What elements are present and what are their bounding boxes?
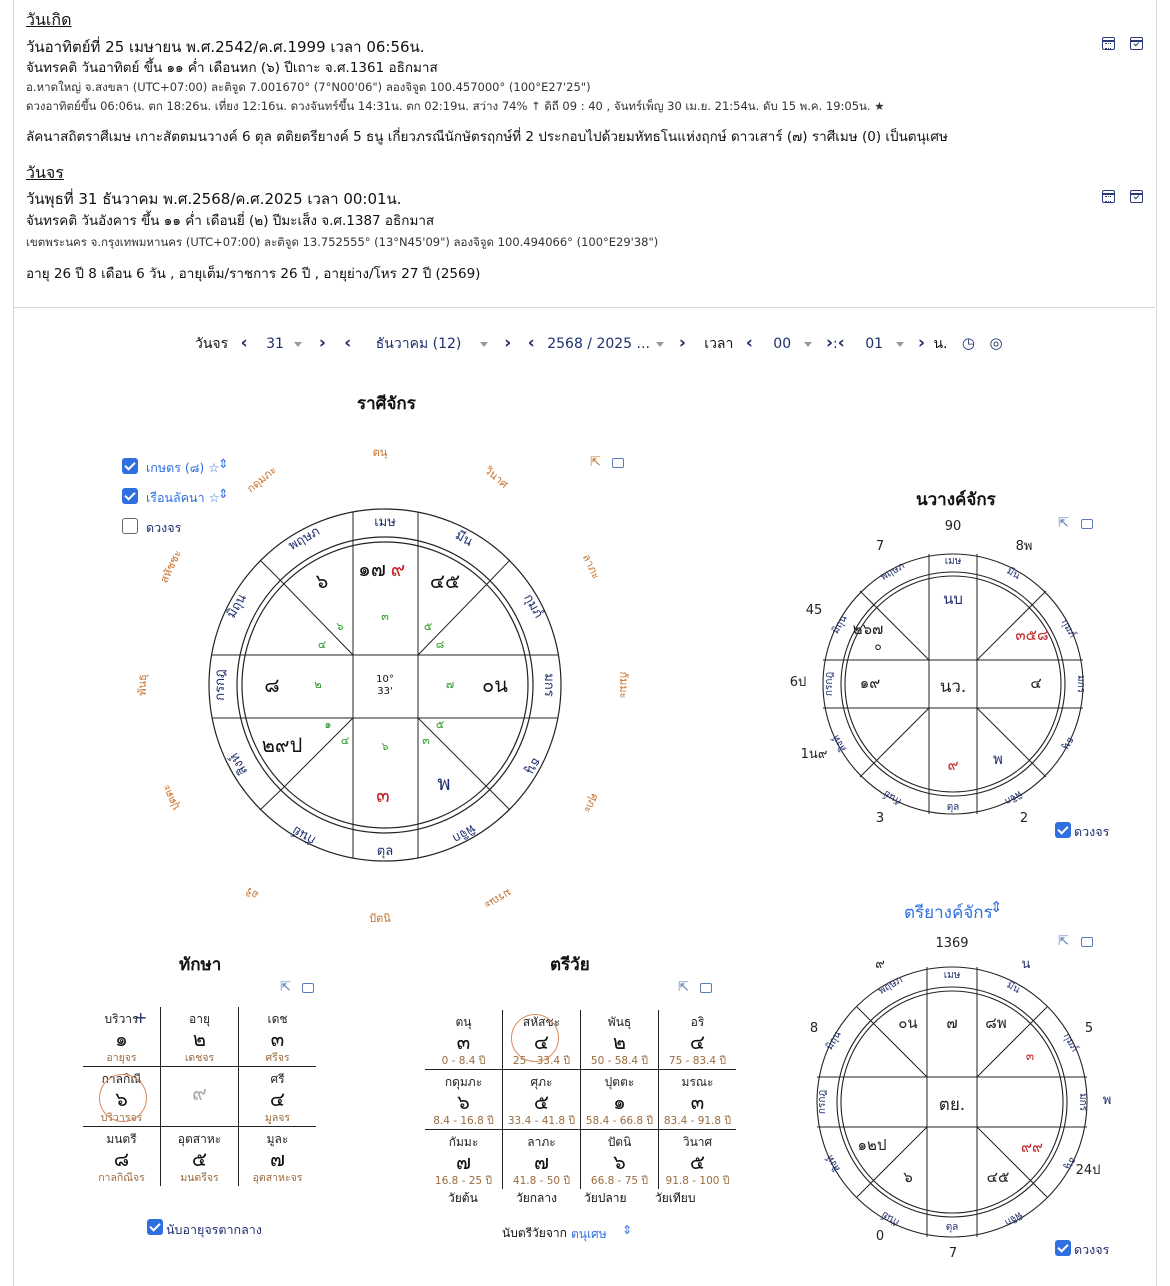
sort-icon[interactable]: ⇕ <box>622 1223 633 1237</box>
planet: ๙๙ <box>1021 1138 1043 1156</box>
cell-name: อริ <box>690 1015 705 1029</box>
chevron-right-icon[interactable]: › <box>678 333 686 353</box>
house-label: ตนุ <box>372 446 388 459</box>
outer-number: พ <box>1102 1093 1112 1108</box>
chevron-left-icon[interactable]: ‹ <box>240 333 248 353</box>
cell-name: กัมมะ <box>448 1135 479 1149</box>
navang-wheel <box>786 512 1106 832</box>
sign-label: พิจิก <box>1002 1208 1025 1228</box>
cell-value: ๓ <box>270 1027 285 1051</box>
sort-icon[interactable]: ⇕ <box>990 898 1003 916</box>
planet: ๑๒ป <box>857 1136 887 1154</box>
planet: ๐น <box>898 1014 918 1032</box>
grid-cell <box>425 1010 503 1070</box>
kaset-label[interactable]: เกษตร (๘) ☆ <box>146 460 220 475</box>
cell-value: ๖ <box>613 1150 626 1174</box>
grid-cell <box>503 1070 581 1130</box>
house-label: มรณะ <box>481 886 514 912</box>
grid-cell <box>581 1010 659 1070</box>
nav-bar <box>195 333 1003 355</box>
rasi-title: ราศีจักร <box>357 394 416 414</box>
cell-value: ๔ <box>269 1087 286 1111</box>
sign-label: ธนู <box>1060 734 1077 752</box>
sign-label: กรกฎ <box>817 1089 828 1115</box>
target-icon[interactable]: ◎ <box>989 334 1003 352</box>
triwai-grid <box>425 1010 736 1189</box>
planet: พ <box>437 771 451 795</box>
planet: ๖ <box>315 569 329 593</box>
outer-number: 6ป <box>789 675 807 690</box>
external-link-icon[interactable]: ⇱ <box>678 980 689 995</box>
cell-value: ๖ <box>457 1090 470 1114</box>
external-link-icon[interactable]: ⇱ <box>1058 934 1069 949</box>
navang-transit-checkbox[interactable] <box>1055 822 1071 838</box>
grid-cell <box>83 1127 161 1187</box>
planet: ๘พ <box>985 1014 1007 1032</box>
cell-value: ๘ <box>113 1147 130 1171</box>
triyang-transit-label[interactable]: ดวงจร <box>1074 1242 1110 1257</box>
chevron-left-icon[interactable]: ‹ <box>344 333 352 353</box>
cell-value: ๗ <box>269 1147 286 1171</box>
grid-cell <box>581 1130 659 1190</box>
highlight-circle <box>99 1074 147 1122</box>
navang-title: นวางค์จักร <box>916 490 996 510</box>
sign-label: กุมภ์ <box>1058 617 1078 640</box>
cell-name: ศรี <box>270 1072 285 1086</box>
planet: พ <box>993 750 1003 768</box>
sign-label: มีน <box>1004 565 1022 582</box>
cell-name: มูละ <box>266 1132 289 1146</box>
planet: ๘ <box>264 673 280 697</box>
sign-label: มกร <box>1077 1092 1088 1112</box>
outer-number: 8พ <box>1015 539 1033 554</box>
house-label: ปัตนิ <box>369 912 391 925</box>
time-colon: : <box>833 336 838 352</box>
grid-cell <box>659 1010 737 1070</box>
sign-label: ตุล <box>945 1222 959 1233</box>
planet: ๓ <box>1025 1049 1035 1063</box>
grid-cell <box>161 1067 239 1127</box>
small-number: ๕ <box>435 718 445 731</box>
camera-icon[interactable] <box>302 983 314 993</box>
day-label: วันจร <box>195 336 229 352</box>
outer-number: 3 <box>875 811 885 826</box>
plus-icon: + <box>134 1008 148 1027</box>
planet: ๙ <box>390 557 406 581</box>
navang-transit-label[interactable]: ดวงจร <box>1074 824 1110 839</box>
outer-number: 90 <box>944 519 962 534</box>
highlight-circle <box>511 1014 559 1062</box>
sign-label: กันย์ <box>879 1208 902 1228</box>
sign-label: กุมภ์ <box>520 591 546 621</box>
planet: ๔๕ <box>429 569 461 593</box>
outer-number: 24ป <box>1075 1163 1101 1178</box>
caret-down-icon[interactable] <box>294 342 302 347</box>
transit-heading: วันจร <box>26 163 64 182</box>
calendar-check-icon[interactable] <box>1130 37 1143 50</box>
grid-cell <box>239 1067 317 1127</box>
grid-cell <box>161 1127 239 1187</box>
cell-name: ตนุ <box>455 1015 472 1029</box>
cell-name: มรณะ <box>681 1075 714 1089</box>
age-label: วัยกลาง <box>516 1191 557 1205</box>
sign-label: กุมภ์ <box>1060 1031 1080 1054</box>
grid-cell <box>161 1007 239 1067</box>
grid-cell <box>425 1130 503 1190</box>
grid-cell <box>239 1007 317 1067</box>
cell-value: ๕ <box>191 1147 208 1171</box>
calendar-check-icon[interactable] <box>1130 190 1143 203</box>
sign-label: สิงห์ <box>824 1152 843 1174</box>
cell-value: ๔ <box>689 1030 706 1054</box>
outer-number: 7 <box>948 1246 958 1261</box>
sort-icon[interactable]: ⇕ <box>218 486 229 501</box>
small-number: ๖ <box>381 740 389 753</box>
hour-select[interactable]: 00 <box>773 336 792 352</box>
small-number: ๑ <box>324 718 332 731</box>
birth-date: วันอาทิตย์ที่ 25 เมษายน พ.ศ.2542/ค.ศ.1999 เวลา 06:56น. <box>26 38 425 56</box>
small-number: ๗ <box>445 678 455 691</box>
outer-number: 5 <box>1084 1021 1094 1036</box>
cell-sub: 0 - 8.4 ปี <box>441 1055 486 1067</box>
cell-sub: อุตสาหะจร <box>252 1172 303 1184</box>
time-label: เวลา <box>704 336 734 352</box>
taksa-title: ทักษา <box>179 955 222 975</box>
birth-location: อ.หาดใหญ่ จ.สงขลา (UTC+07:00) ละติจูด 7.001670° (7°N00'06") ลองจิจูด 100.457000° (100°E27'25") <box>26 80 591 94</box>
age-label: วัยต้น <box>448 1191 478 1205</box>
cell-name: กดุมภะ <box>444 1075 483 1089</box>
count-label: นับตรีวัยจาก <box>502 1226 567 1240</box>
sign-label: กรกฎ <box>824 671 835 697</box>
sign-label: กันย์ <box>881 787 904 807</box>
cell-value: ๕ <box>533 1090 550 1114</box>
sign-label: สิงห์ <box>830 732 849 754</box>
cell-value: ๕ <box>689 1150 706 1174</box>
small-number: ๘ <box>435 638 445 651</box>
sign-label: สิงห์ <box>226 750 252 778</box>
cell-sub: 91.8 - 100 ปี <box>665 1175 730 1187</box>
house-label: กัมมะ <box>617 671 630 699</box>
cell-sub: เดชจร <box>184 1052 215 1064</box>
outer-number: 45 <box>805 603 823 618</box>
outer-number: 1น๙ <box>800 747 828 762</box>
cell-name: ลาภะ <box>527 1135 556 1149</box>
outer-number: 2 <box>1019 811 1029 826</box>
cell-sub: 50 - 58.4 ปี <box>590 1055 649 1067</box>
sign-label: มีน <box>1004 979 1022 996</box>
cell-name: อายุ <box>189 1012 210 1026</box>
center-label: นว. <box>939 677 967 697</box>
triwai-title: ตรีวัย <box>550 955 590 975</box>
center-degree: 10° <box>376 674 394 685</box>
cell-sub: 8.4 - 16.8 ปี <box>433 1115 494 1127</box>
transit-date: วันพุธที่ 31 ธันวาคม พ.ศ.2568/ค.ศ.2025 เวลา 00:01น. <box>26 190 402 208</box>
caret-down-icon[interactable] <box>480 342 488 347</box>
grid-cell <box>659 1070 737 1130</box>
chevron-right-icon[interactable]: › <box>318 333 326 353</box>
house-label: วินาศ <box>481 463 511 491</box>
ruen-lagna-label[interactable]: เรือนลัคนา ☆ <box>146 490 220 505</box>
planet: ๐ <box>874 639 882 653</box>
cell-value: ๗ <box>533 1150 550 1174</box>
clock-icon[interactable]: ◷ <box>961 334 976 352</box>
age-label: วัยปลาย <box>584 1191 627 1205</box>
small-number: ๕ <box>423 620 433 633</box>
cell-value: ๓ <box>456 1030 471 1054</box>
sort-icon[interactable]: ⇕ <box>218 456 229 471</box>
planet: ๐น <box>482 673 508 697</box>
outer-number: 7 <box>875 539 885 554</box>
sign-label: มิถุน <box>830 613 850 636</box>
planet: ๔๕ <box>986 1168 1010 1186</box>
house-label: กดุมภะ <box>244 463 280 496</box>
cell-name: ปุตตะ <box>604 1075 635 1089</box>
house-label: พันธุ <box>136 674 149 696</box>
caret-down-icon[interactable] <box>656 342 664 347</box>
sign-label: มกร <box>1075 674 1086 694</box>
center-label: ตย. <box>938 1095 966 1115</box>
chevron-right-icon[interactable]: › <box>826 333 834 353</box>
planet: ๒๖๗ <box>852 620 884 638</box>
transit-lunar: จันทรคติ วันอังคาร ขึ้น ๑๑ ค่ำ เดือนยี่ (๒) ปีมะเส็ง จ.ศ.1387 อธิกมาส <box>26 213 435 229</box>
outer-number: 1369 <box>935 936 969 951</box>
minute-unit: น. <box>933 336 948 352</box>
taksa-toggle-checkbox[interactable] <box>147 1219 163 1235</box>
rasi-house-ring <box>130 440 640 930</box>
birth-lagna: ลัคนาสถิตราศีเมษ เกาะสัตตมนวางค์ 6 ตุล ตติยตรียางค์ 5 ธนู เกี่ยวภรณีนักษัตรฤกษ์ที่ 2 ประกอบไปด้วยมหัทธโนแห่งฤกษ์ ดาวเสาร์ (๗) ราศีเมษ (0) เป็นตนุเศษ <box>26 129 948 145</box>
sign-label: ธนู <box>1062 1154 1079 1172</box>
sign-label: เมษ <box>374 515 396 530</box>
cell-value: ๔ <box>533 1030 550 1054</box>
minute-select[interactable]: 01 <box>865 336 884 352</box>
cell-value: ๙ <box>192 1081 207 1105</box>
cell-value: ๑ <box>115 1027 128 1051</box>
cell-name: ปัตนิ <box>607 1135 632 1149</box>
house-label: ปุตตะ <box>159 782 183 813</box>
chevron-right-icon[interactable]: › <box>917 333 925 353</box>
cell-sub: 75 - 83.4 ปี <box>668 1055 727 1067</box>
planet: ๑๗ <box>358 557 386 581</box>
sign-label: มีน <box>452 528 476 550</box>
caret-down-icon[interactable] <box>804 342 812 347</box>
small-number: ๔ <box>340 734 350 747</box>
taksa-toggle-label[interactable]: นับอายุจรตากลาง <box>166 1222 262 1237</box>
house-label: สหัชชะ <box>157 547 185 586</box>
sign-label: กรกฎ <box>213 669 228 701</box>
cell-sub: 33.4 - 41.8 ปี <box>507 1115 576 1127</box>
cell-sub: ศรีจร <box>265 1052 290 1064</box>
grid-cell <box>659 1130 737 1190</box>
external-link-icon[interactable]: ⇱ <box>280 980 291 995</box>
external-link-icon[interactable]: ⇱ <box>1058 516 1069 531</box>
small-number: ๖ <box>336 620 344 633</box>
chevron-left-icon[interactable]: ‹ <box>745 333 753 353</box>
cell-name: สหัสชะ <box>522 1015 561 1029</box>
cell-sub: บริวารจร <box>100 1112 143 1124</box>
cell-value: ๑ <box>613 1090 626 1114</box>
cell-sub: อายุจร <box>106 1052 137 1064</box>
house-label: ลาภะ <box>579 551 603 582</box>
sign-label: พิจิก <box>1002 787 1025 807</box>
birth-heading: วันเกิด <box>26 10 72 29</box>
transit-age: อายุ 26 ปี 8 เดือน 6 วัน , อายุเต็ม/ราชการ 26 ปี , อายุย่าง/โหร 27 ปี (2569) <box>26 266 481 282</box>
grid-cell <box>83 1007 161 1067</box>
triyang-transit-checkbox[interactable] <box>1055 1240 1071 1256</box>
cell-name: วินาศ <box>682 1135 713 1149</box>
transit-location: เขตพระนคร จ.กรุงเทพมหานคร (UTC+07:00) ละติจูด 13.752555° (13°N45'09") ลองจิจูด 100.494066° (100°E29'38") <box>26 235 659 249</box>
cell-name: พันธุ <box>607 1015 632 1029</box>
day-select[interactable]: 31 <box>266 336 284 352</box>
cell-value: ๖ <box>115 1087 128 1111</box>
small-number: ๒ <box>314 678 322 691</box>
planet: นบ <box>943 590 963 608</box>
sign-label: กันย์ <box>289 822 319 848</box>
planet: ๖ <box>903 1168 913 1186</box>
cell-value: ๗ <box>455 1150 472 1174</box>
cell-name: เดช <box>267 1012 288 1026</box>
sign-label: พฤษภ <box>285 524 323 554</box>
cell-value: ๒ <box>192 1027 207 1051</box>
center-minute: 33' <box>377 686 393 697</box>
year-select[interactable]: 2568 / 2025 ... <box>547 336 650 352</box>
planet: ๓ <box>376 783 390 807</box>
cell-sub: 58.4 - 66.8 ปี <box>585 1115 654 1127</box>
sign-label: พฤษภ <box>878 560 907 584</box>
cell-value: ๒ <box>612 1030 627 1054</box>
cell-name: บริวาร <box>104 1012 139 1026</box>
planet: ๗ <box>946 1014 958 1032</box>
planet: ๑๙ <box>859 674 881 692</box>
age-label: วัยเทียบ <box>655 1191 696 1205</box>
house-label: ศุภะ <box>581 791 602 816</box>
cell-sub: กาลกิณีจร <box>98 1172 145 1184</box>
cell-sub: 83.4 - 91.8 ปี <box>663 1115 732 1127</box>
triyang-wheel <box>800 932 1130 1262</box>
cell-sub: มูลจร <box>264 1112 291 1124</box>
calendar-icon[interactable] <box>1102 37 1115 50</box>
house-label: อริ <box>243 884 261 902</box>
cell-sub: 66.8 - 75 ปี <box>590 1175 649 1187</box>
sign-label: มกร <box>541 673 556 697</box>
sign-label: มิถุน <box>224 591 250 621</box>
chevron-left-icon[interactable]: ‹ <box>527 333 535 353</box>
sign-label: เมษ <box>943 970 961 981</box>
planet: ๒๙ป <box>261 733 303 757</box>
cell-name: อุตสาหะ <box>177 1132 222 1146</box>
sign-label: เมษ <box>944 556 962 567</box>
sign-label: พฤษภ <box>876 974 905 998</box>
chevron-right-icon[interactable]: › <box>504 333 512 353</box>
transit-label[interactable]: ดวงจร <box>146 520 182 535</box>
count-select[interactable]: ตนุเศษ <box>571 1227 607 1241</box>
chevron-left-icon[interactable]: ‹ <box>837 333 845 353</box>
small-number: ๓ <box>381 610 389 623</box>
cell-name: ศุภะ <box>530 1075 553 1089</box>
cell-value: ๓ <box>690 1090 705 1114</box>
sign-label: ตุล <box>376 844 394 859</box>
sign-label: พิจิก <box>449 820 478 846</box>
small-number: ๔ <box>317 638 327 651</box>
birth-lunar: จันทรคติ วันอาทิตย์ ขึ้น ๑๑ ค่ำ เดือนหก (๖) ปีเถาะ จ.ศ.1361 อธิกมาส <box>26 60 438 76</box>
section-divider <box>13 307 1155 308</box>
small-number: ๓ <box>422 734 430 747</box>
cell-name: กาลกิณี <box>101 1072 142 1086</box>
planet: ๙ <box>947 756 959 774</box>
grid-cell <box>239 1127 317 1187</box>
camera-icon[interactable] <box>700 983 712 993</box>
planet: ๔ <box>1030 674 1042 692</box>
month-select[interactable]: ธันวาคม (12) <box>375 336 462 352</box>
planet: ๓๕๘ <box>1015 626 1049 644</box>
cell-sub: 41.8 - 50 ปี <box>512 1175 571 1187</box>
grid-cell <box>503 1130 581 1190</box>
external-link-icon[interactable]: ⇱ <box>590 455 601 470</box>
grid-cell <box>425 1070 503 1130</box>
outer-number: ๙ <box>875 957 885 972</box>
cell-name: มนตรี <box>106 1132 137 1146</box>
outer-number: 8 <box>809 1021 819 1036</box>
sign-label: มิถุน <box>824 1029 844 1052</box>
cell-sub: 16.8 - 25 ปี <box>434 1175 493 1187</box>
birth-sun-moon: ดวงอาทิตย์ขึ้น 06:06น. ตก 18:26น. เที่ยง 12:16น. ดวงจันทร์ขึ้น 14:31น. ตก 02:19น. สว่าง 74% ↑ ดิถี 09 : 40 , จันทร์เพ็ญ 30 เม.ย. 21:54น. ดับ 15 พ.ค. 19:05น. ★ <box>26 99 885 113</box>
outer-number: น <box>1021 957 1031 972</box>
grid-cell <box>581 1070 659 1130</box>
cell-sub: 25 - 33.4 ปี <box>512 1055 571 1067</box>
outer-number: 0 <box>875 1229 885 1244</box>
sign-label: ธนู <box>522 754 544 777</box>
sign-label: ตุล <box>946 802 960 813</box>
cell-sub: มนตรีจร <box>180 1172 219 1184</box>
triyang-title[interactable]: ตรียางค์จักร <box>904 903 993 923</box>
calendar-icon[interactable] <box>1102 190 1115 203</box>
caret-down-icon[interactable] <box>896 342 904 347</box>
